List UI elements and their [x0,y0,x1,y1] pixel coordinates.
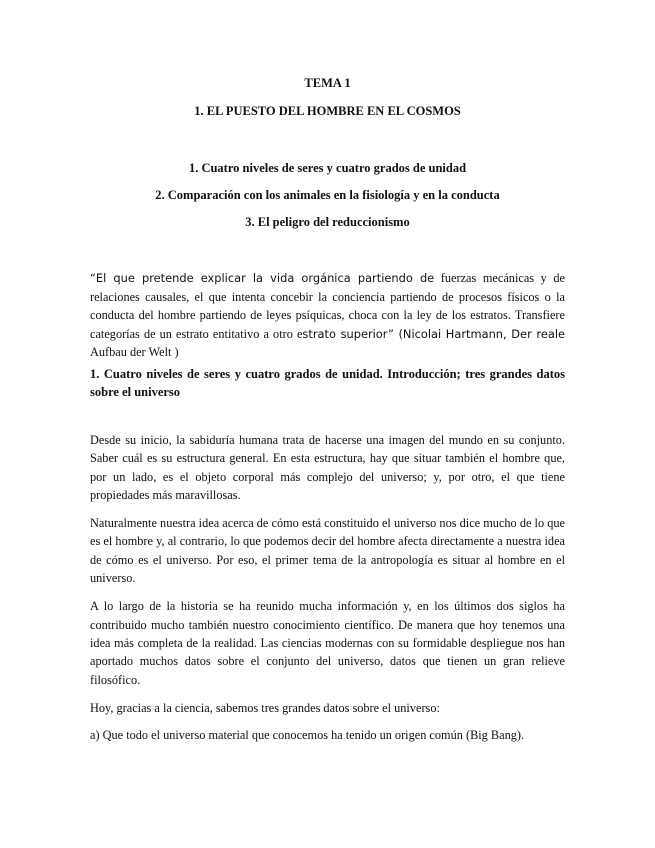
toc-item: 1. Cuatro niveles de seres y cuatro grados de unidad [188,161,467,175]
paragraph: A lo largo de la historia se ha reunido mucha información y, en los últimos dos siglos ha contribuido mucho también nuestro conocimiento científico. De manera que hoy tenemos una idea más completa de la realidad. Las ciencias modernas con su formidable despliegue nos han aportado muchos datos sobre el conjunto del universo, datos que tienen un gran relieve filosófico. [90,599,565,687]
paragraph: Desde su inicio, la sabiduría humana trata de hacerse una imagen del mundo en su conjunto. Saber cuál es su estructura general. En esta estructura, hay que situar también el hombre que, por un lado, es el objeto corporal más complejo del universo; y, por otro, el que tiene propiedades más maravillosas. [90,433,565,502]
toc-item: 2. Comparación con los animales en la fisiología y en la conducta [155,188,500,202]
paragraph: a) Que todo el universo material que conocemos ha tenido un origen común (Big Bang). [90,728,525,743]
quote-part: “El que pretende explicar la vida orgánica partiendo de [90,271,435,285]
chapter-title: 1. EL PUESTO DEL HOMBRE EN EL COSMOS [194,104,461,118]
paragraph: Naturalmente nuestra idea acerca de cómo está constituido el universo nos dice mucho de lo que es el hombre y, al contrario, lo que podemos decir del hombre afecta directamente a nuestra idea de cómo es el universo. Por eso, el primer tema de la antropología es situar al hombre en el universo. [90,516,565,586]
tema-label: TEMA 1 [304,76,351,90]
quote-part: strato superior” (Nicolai Hartmann, Der reale [302,326,565,341]
body-text [90,431,565,754]
epigraph-quote [90,269,565,362]
paragraph: Hoy, gracias a la ciencia, sabemos tres grandes datos sobre el universo: [90,700,440,715]
table-of-contents [0,160,655,241]
toc-item: 3. El peligro del reduccionismo [245,215,410,229]
quote-part: fuerzas mecánicas y de relaciones causales, el que intenta concebir la conciencia partiendo de procesos físicos o la conducta del hombre partiendo de leyes psíquicas, choca con la ley de los estratos. Transfiere categorías de un estrato entitativo a otro e [90,271,565,341]
section-heading: 1. Cuatro niveles de seres y cuatro grados de unidad. Introducción; tres grandes datos sobre el universo [90,367,565,399]
quote-part: Aufbau der Welt ) [90,345,179,359]
